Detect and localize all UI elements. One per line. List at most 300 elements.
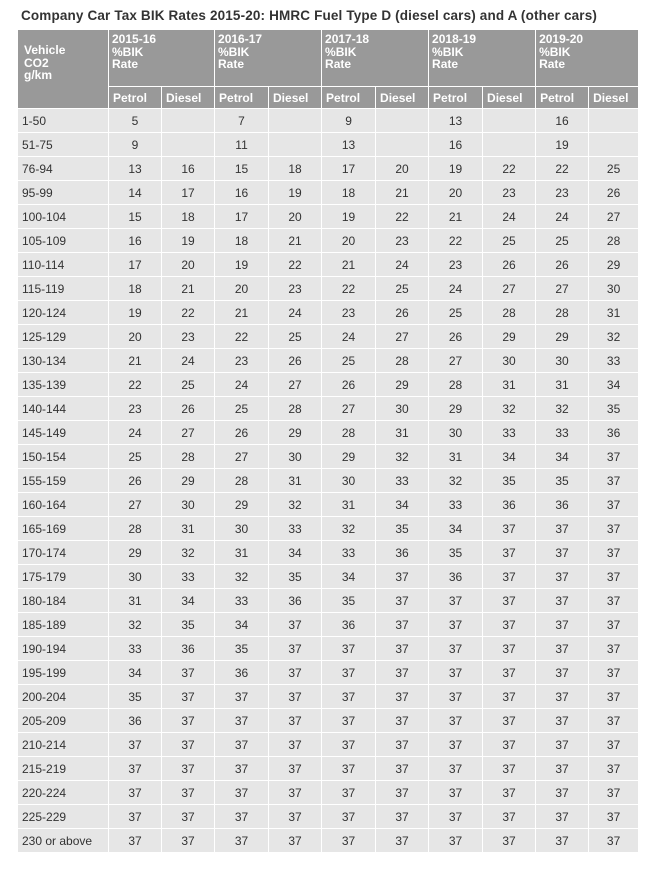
diesel-rate-cell: 37 (589, 637, 639, 661)
petrol-rate-cell: 37 (322, 733, 376, 757)
diesel-rate-cell: 37 (269, 613, 322, 637)
petrol-rate-cell: 37 (536, 709, 589, 733)
fuel-header-petrol: Petrol (109, 87, 162, 109)
petrol-rate-cell: 34 (429, 517, 483, 541)
petrol-rate-cell: 30 (109, 565, 162, 589)
vehicle-co2-header (18, 30, 109, 109)
vehicle-co2-header-label: Vehicle CO2 g/km (24, 43, 66, 82)
fuel-header-petrol: Petrol (215, 87, 269, 109)
petrol-rate-cell: 36 (322, 613, 376, 637)
petrol-rate-cell: 23 (536, 181, 589, 205)
petrol-rate-cell: 24 (109, 421, 162, 445)
petrol-rate-cell: 24 (429, 277, 483, 301)
petrol-rate-cell: 7 (215, 109, 269, 133)
petrol-rate-cell: 33 (109, 637, 162, 661)
diesel-rate-cell: 37 (483, 565, 536, 589)
table-row (18, 421, 639, 445)
diesel-rate-cell: 32 (376, 445, 429, 469)
diesel-rate-cell: 23 (376, 229, 429, 253)
table-row (18, 613, 639, 637)
diesel-rate-cell: 37 (483, 613, 536, 637)
petrol-rate-cell: 37 (215, 733, 269, 757)
diesel-rate-cell: 36 (376, 541, 429, 565)
diesel-rate-cell (162, 109, 215, 133)
petrol-rate-cell: 24 (215, 373, 269, 397)
diesel-rate-cell: 37 (589, 661, 639, 685)
diesel-rate-cell: 36 (269, 589, 322, 613)
petrol-rate-cell: 27 (429, 349, 483, 373)
petrol-rate-cell: 20 (429, 181, 483, 205)
petrol-rate-cell: 19 (322, 205, 376, 229)
petrol-rate-cell: 37 (215, 781, 269, 805)
diesel-rate-cell: 37 (269, 661, 322, 685)
diesel-rate-cell: 37 (589, 805, 639, 829)
co2-band-cell: 175-179 (18, 565, 109, 589)
petrol-rate-cell: 13 (429, 109, 483, 133)
diesel-rate-cell: 25 (589, 157, 639, 181)
diesel-rate-cell: 37 (162, 661, 215, 685)
diesel-rate-cell: 20 (376, 157, 429, 181)
diesel-rate-cell: 30 (376, 397, 429, 421)
petrol-rate-cell: 23 (215, 349, 269, 373)
petrol-rate-cell: 26 (536, 253, 589, 277)
petrol-rate-cell: 37 (429, 613, 483, 637)
petrol-rate-cell: 22 (429, 229, 483, 253)
diesel-rate-cell: 25 (269, 325, 322, 349)
petrol-rate-cell: 30 (215, 517, 269, 541)
petrol-rate-cell: 34 (322, 565, 376, 589)
petrol-rate-cell: 37 (536, 517, 589, 541)
diesel-rate-cell: 31 (162, 517, 215, 541)
petrol-rate-cell: 37 (536, 637, 589, 661)
diesel-rate-cell: 37 (589, 445, 639, 469)
table-row (18, 133, 639, 157)
diesel-rate-cell: 37 (162, 757, 215, 781)
diesel-rate-cell: 37 (376, 709, 429, 733)
co2-band-cell: 110-114 (18, 253, 109, 277)
co2-band-cell: 145-149 (18, 421, 109, 445)
petrol-rate-cell: 29 (322, 445, 376, 469)
diesel-rate-cell: 37 (162, 685, 215, 709)
year-header-2019-20: 2019-20 %BIK Rate (536, 30, 639, 87)
fuel-header-petrol: Petrol (536, 87, 589, 109)
diesel-rate-cell: 22 (483, 157, 536, 181)
fuel-header-row (18, 87, 639, 109)
diesel-rate-cell: 37 (483, 757, 536, 781)
table-row (18, 805, 639, 829)
petrol-rate-cell: 36 (215, 661, 269, 685)
table-row (18, 589, 639, 613)
petrol-rate-cell: 26 (215, 421, 269, 445)
petrol-rate-cell: 22 (215, 325, 269, 349)
petrol-rate-cell: 26 (109, 469, 162, 493)
petrol-rate-cell: 29 (429, 397, 483, 421)
petrol-rate-cell: 37 (322, 685, 376, 709)
co2-band-cell: 190-194 (18, 637, 109, 661)
table-row (18, 709, 639, 733)
petrol-rate-cell: 26 (322, 373, 376, 397)
diesel-rate-cell: 30 (589, 277, 639, 301)
petrol-rate-cell: 27 (536, 277, 589, 301)
co2-band-cell: 130-134 (18, 349, 109, 373)
diesel-rate-cell: 27 (269, 373, 322, 397)
diesel-rate-cell: 32 (589, 325, 639, 349)
co2-band-cell: 185-189 (18, 613, 109, 637)
diesel-rate-cell: 37 (376, 829, 429, 853)
diesel-rate-cell: 37 (483, 805, 536, 829)
co2-band-cell: 205-209 (18, 709, 109, 733)
table-row (18, 685, 639, 709)
diesel-rate-cell: 22 (162, 301, 215, 325)
diesel-rate-cell: 37 (589, 565, 639, 589)
diesel-rate-cell: 34 (162, 589, 215, 613)
co2-band-cell: 215-219 (18, 757, 109, 781)
petrol-rate-cell: 37 (536, 565, 589, 589)
diesel-rate-cell: 37 (589, 541, 639, 565)
diesel-rate-cell: 37 (376, 757, 429, 781)
diesel-rate-cell: 33 (162, 565, 215, 589)
diesel-rate-cell: 37 (269, 733, 322, 757)
diesel-rate-cell: 31 (483, 373, 536, 397)
petrol-rate-cell: 13 (322, 133, 376, 157)
petrol-rate-cell: 21 (429, 205, 483, 229)
petrol-rate-cell: 36 (109, 709, 162, 733)
diesel-rate-cell (269, 109, 322, 133)
diesel-rate-cell: 22 (269, 253, 322, 277)
diesel-rate-cell: 17 (162, 181, 215, 205)
table-row (18, 109, 639, 133)
petrol-rate-cell: 29 (536, 325, 589, 349)
petrol-rate-cell: 22 (109, 373, 162, 397)
petrol-rate-cell: 25 (429, 301, 483, 325)
diesel-rate-cell: 37 (376, 733, 429, 757)
petrol-rate-cell: 37 (429, 757, 483, 781)
petrol-rate-cell: 33 (429, 493, 483, 517)
diesel-rate-cell: 37 (483, 829, 536, 853)
table-row (18, 157, 639, 181)
diesel-rate-cell: 37 (269, 637, 322, 661)
petrol-rate-cell: 37 (429, 709, 483, 733)
diesel-rate-cell: 37 (483, 589, 536, 613)
co2-band-cell: 140-144 (18, 397, 109, 421)
petrol-rate-cell: 28 (322, 421, 376, 445)
diesel-rate-cell: 34 (589, 373, 639, 397)
table-row (18, 373, 639, 397)
petrol-rate-cell: 37 (215, 685, 269, 709)
co2-band-cell: 155-159 (18, 469, 109, 493)
diesel-rate-cell: 37 (376, 613, 429, 637)
petrol-rate-cell: 29 (109, 541, 162, 565)
petrol-rate-cell: 35 (215, 637, 269, 661)
diesel-rate-cell: 31 (589, 301, 639, 325)
diesel-rate-cell (483, 109, 536, 133)
diesel-rate-cell: 33 (269, 517, 322, 541)
diesel-rate-cell: 37 (269, 685, 322, 709)
diesel-rate-cell: 34 (483, 445, 536, 469)
diesel-rate-cell: 37 (589, 733, 639, 757)
diesel-rate-cell: 37 (376, 805, 429, 829)
diesel-rate-cell: 34 (376, 493, 429, 517)
diesel-rate-cell: 37 (483, 661, 536, 685)
co2-band-cell: 165-169 (18, 517, 109, 541)
petrol-rate-cell: 30 (322, 469, 376, 493)
petrol-rate-cell: 32 (215, 565, 269, 589)
petrol-rate-cell: 36 (536, 493, 589, 517)
fuel-header-diesel: Diesel (376, 87, 429, 109)
diesel-rate-cell: 29 (483, 325, 536, 349)
table-row (18, 253, 639, 277)
year-header-2017-18: 2017-18 %BIK Rate (322, 30, 429, 87)
petrol-rate-cell: 37 (429, 637, 483, 661)
table-row (18, 301, 639, 325)
petrol-rate-cell: 23 (429, 253, 483, 277)
table-row (18, 469, 639, 493)
petrol-rate-cell: 14 (109, 181, 162, 205)
diesel-rate-cell: 27 (589, 205, 639, 229)
diesel-rate-cell: 37 (376, 781, 429, 805)
diesel-rate-cell: 26 (589, 181, 639, 205)
diesel-rate-cell: 37 (589, 493, 639, 517)
diesel-rate-cell: 30 (162, 493, 215, 517)
petrol-rate-cell: 29 (215, 493, 269, 517)
diesel-rate-cell: 20 (162, 253, 215, 277)
petrol-rate-cell: 37 (536, 829, 589, 853)
petrol-rate-cell: 22 (536, 157, 589, 181)
co2-band-cell: 125-129 (18, 325, 109, 349)
petrol-rate-cell: 9 (109, 133, 162, 157)
petrol-rate-cell: 24 (322, 325, 376, 349)
petrol-rate-cell: 37 (322, 709, 376, 733)
diesel-rate-cell: 37 (269, 757, 322, 781)
diesel-rate-cell: 33 (589, 349, 639, 373)
table-row (18, 445, 639, 469)
co2-band-cell: 230 or above (18, 829, 109, 853)
diesel-rate-cell: 18 (162, 205, 215, 229)
diesel-rate-cell: 36 (589, 421, 639, 445)
diesel-rate-cell: 28 (376, 349, 429, 373)
table-row (18, 229, 639, 253)
petrol-rate-cell: 15 (215, 157, 269, 181)
table-row (18, 181, 639, 205)
petrol-rate-cell: 37 (215, 829, 269, 853)
table-row (18, 541, 639, 565)
co2-band-cell: 105-109 (18, 229, 109, 253)
petrol-rate-cell: 19 (536, 133, 589, 157)
diesel-rate-cell: 37 (589, 589, 639, 613)
petrol-rate-cell: 16 (536, 109, 589, 133)
diesel-rate-cell: 19 (269, 181, 322, 205)
diesel-rate-cell: 35 (162, 613, 215, 637)
co2-band-cell: 120-124 (18, 301, 109, 325)
diesel-rate-cell: 37 (162, 709, 215, 733)
co2-band-cell: 160-164 (18, 493, 109, 517)
diesel-rate-cell: 27 (162, 421, 215, 445)
petrol-rate-cell: 37 (536, 781, 589, 805)
diesel-rate-cell: 22 (376, 205, 429, 229)
diesel-rate-cell: 33 (376, 469, 429, 493)
petrol-rate-cell: 31 (109, 589, 162, 613)
petrol-rate-cell: 25 (536, 229, 589, 253)
petrol-rate-cell: 23 (322, 301, 376, 325)
diesel-rate-cell: 36 (483, 493, 536, 517)
co2-band-cell: 180-184 (18, 589, 109, 613)
diesel-rate-cell: 24 (162, 349, 215, 373)
petrol-rate-cell: 31 (429, 445, 483, 469)
petrol-rate-cell: 19 (215, 253, 269, 277)
diesel-rate-cell: 37 (589, 469, 639, 493)
petrol-rate-cell: 37 (109, 733, 162, 757)
fuel-header-petrol: Petrol (322, 87, 376, 109)
co2-band-cell: 170-174 (18, 541, 109, 565)
diesel-rate-cell: 37 (269, 781, 322, 805)
petrol-rate-cell: 37 (215, 709, 269, 733)
diesel-rate-cell: 37 (162, 733, 215, 757)
diesel-rate-cell: 37 (269, 805, 322, 829)
fuel-header-diesel: Diesel (162, 87, 215, 109)
petrol-rate-cell: 28 (429, 373, 483, 397)
diesel-rate-cell: 37 (162, 781, 215, 805)
petrol-rate-cell: 37 (429, 805, 483, 829)
diesel-rate-cell: 26 (269, 349, 322, 373)
co2-band-cell: 225-229 (18, 805, 109, 829)
petrol-rate-cell: 37 (429, 829, 483, 853)
petrol-rate-cell: 37 (322, 829, 376, 853)
petrol-rate-cell: 28 (215, 469, 269, 493)
table-row (18, 661, 639, 685)
co2-band-cell: 76-94 (18, 157, 109, 181)
diesel-rate-cell: 28 (162, 445, 215, 469)
diesel-rate-cell: 24 (376, 253, 429, 277)
table-row (18, 277, 639, 301)
table-row (18, 565, 639, 589)
petrol-rate-cell: 32 (429, 469, 483, 493)
petrol-rate-cell: 33 (536, 421, 589, 445)
bik-rates-table (17, 29, 639, 853)
table-row (18, 493, 639, 517)
table-row (18, 733, 639, 757)
petrol-rate-cell: 37 (429, 781, 483, 805)
co2-band-cell: 51-75 (18, 133, 109, 157)
diesel-rate-cell: 28 (589, 229, 639, 253)
diesel-rate-cell: 27 (483, 277, 536, 301)
petrol-rate-cell: 31 (322, 493, 376, 517)
diesel-rate-cell: 25 (376, 277, 429, 301)
diesel-rate-cell: 37 (589, 613, 639, 637)
petrol-rate-cell: 17 (215, 205, 269, 229)
table-row (18, 349, 639, 373)
table-row (18, 829, 639, 853)
petrol-rate-cell: 21 (215, 301, 269, 325)
diesel-rate-cell: 37 (162, 805, 215, 829)
diesel-rate-cell: 37 (269, 709, 322, 733)
year-header-2015-16: 2015-16 %BIK Rate (109, 30, 215, 87)
diesel-rate-cell: 37 (376, 661, 429, 685)
petrol-rate-cell: 25 (109, 445, 162, 469)
diesel-rate-cell: 29 (269, 421, 322, 445)
petrol-rate-cell: 34 (215, 613, 269, 637)
petrol-rate-cell: 35 (429, 541, 483, 565)
diesel-rate-cell: 30 (269, 445, 322, 469)
diesel-rate-cell: 37 (483, 517, 536, 541)
diesel-rate-cell: 35 (269, 565, 322, 589)
petrol-rate-cell: 19 (109, 301, 162, 325)
co2-band-cell: 95-99 (18, 181, 109, 205)
diesel-rate-cell (589, 109, 639, 133)
diesel-rate-cell: 26 (483, 253, 536, 277)
petrol-rate-cell: 37 (109, 757, 162, 781)
petrol-rate-cell: 35 (109, 685, 162, 709)
table-row (18, 637, 639, 661)
diesel-rate-cell: 35 (589, 397, 639, 421)
petrol-rate-cell: 35 (536, 469, 589, 493)
co2-band-cell: 135-139 (18, 373, 109, 397)
diesel-rate-cell: 30 (483, 349, 536, 373)
diesel-rate-cell: 26 (376, 301, 429, 325)
petrol-rate-cell: 37 (536, 805, 589, 829)
petrol-rate-cell: 27 (322, 397, 376, 421)
diesel-rate-cell: 37 (589, 829, 639, 853)
petrol-rate-cell: 27 (215, 445, 269, 469)
year-header-row (18, 30, 639, 87)
petrol-rate-cell: 16 (429, 133, 483, 157)
diesel-rate-cell: 31 (269, 469, 322, 493)
diesel-rate-cell: 21 (376, 181, 429, 205)
petrol-rate-cell: 20 (109, 325, 162, 349)
diesel-rate-cell: 23 (162, 325, 215, 349)
diesel-rate-cell (269, 133, 322, 157)
diesel-rate-cell: 37 (589, 709, 639, 733)
diesel-rate-cell: 25 (162, 373, 215, 397)
diesel-rate-cell: 18 (269, 157, 322, 181)
petrol-rate-cell: 17 (109, 253, 162, 277)
diesel-rate-cell: 37 (483, 709, 536, 733)
co2-band-cell: 195-199 (18, 661, 109, 685)
petrol-rate-cell: 18 (215, 229, 269, 253)
diesel-rate-cell: 37 (376, 685, 429, 709)
petrol-rate-cell: 37 (215, 757, 269, 781)
petrol-rate-cell: 28 (109, 517, 162, 541)
petrol-rate-cell: 23 (109, 397, 162, 421)
petrol-rate-cell: 37 (429, 733, 483, 757)
petrol-rate-cell: 34 (536, 445, 589, 469)
petrol-rate-cell: 13 (109, 157, 162, 181)
petrol-rate-cell: 37 (536, 613, 589, 637)
petrol-rate-cell: 37 (322, 781, 376, 805)
petrol-rate-cell: 30 (429, 421, 483, 445)
fuel-header-diesel: Diesel (269, 87, 322, 109)
petrol-rate-cell: 33 (215, 589, 269, 613)
diesel-rate-cell (162, 133, 215, 157)
diesel-rate-cell (483, 133, 536, 157)
diesel-rate-cell: 37 (376, 589, 429, 613)
petrol-rate-cell: 11 (215, 133, 269, 157)
table-row (18, 397, 639, 421)
diesel-rate-cell: 37 (162, 829, 215, 853)
petrol-rate-cell: 25 (215, 397, 269, 421)
petrol-rate-cell: 37 (322, 757, 376, 781)
diesel-rate-cell: 28 (269, 397, 322, 421)
petrol-rate-cell: 16 (109, 229, 162, 253)
diesel-rate-cell: 35 (483, 469, 536, 493)
diesel-rate-cell: 32 (269, 493, 322, 517)
petrol-rate-cell: 37 (536, 757, 589, 781)
co2-band-cell: 200-204 (18, 685, 109, 709)
diesel-rate-cell: 32 (483, 397, 536, 421)
diesel-rate-cell: 19 (162, 229, 215, 253)
page-title: Company Car Tax BIK Rates 2015-20: HMRC Fuel Type D (diesel cars) and A (other cars) (21, 8, 598, 23)
diesel-rate-cell: 37 (589, 517, 639, 541)
diesel-rate-cell: 32 (162, 541, 215, 565)
